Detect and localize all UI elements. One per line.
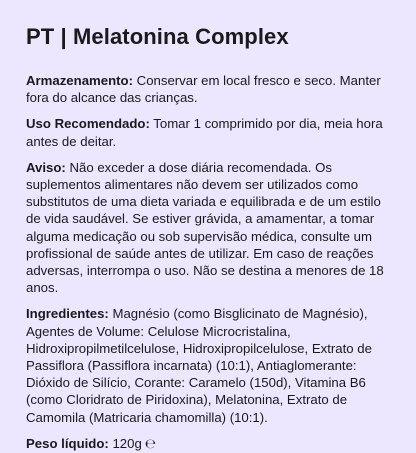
usage-section <box>26 115 392 149</box>
warning-label: Aviso: <box>26 159 66 175</box>
net-weight-value: 120g <box>108 435 142 451</box>
storage-label: Armazenamento: <box>26 73 133 88</box>
storage-section <box>26 72 392 106</box>
warning-section <box>26 159 392 297</box>
net-weight-section <box>26 435 392 453</box>
ingredients-label: Ingredientes: <box>26 306 109 322</box>
warning-text: Não exceder a dose diária recomendada. Os suplementos alimentares não devem ser utilizados como substitutos de uma dieta variada e equilibrada e de um estilo de vida saudável. Se estiver grávida, a amamentar, a tomar alguma medicação ou sob supervisão médica, consulte um profissional de saúde antes de utilizar. Em caso de reações adversas, interrompa o uso. Não se destina a menores de 18 anos. <box>26 159 384 296</box>
storage-text: Conservar em local fresco e seco. Manter fora do alcance das crianças. <box>26 73 381 106</box>
ingredients-section <box>26 305 392 425</box>
page-title: PT | Melatonina Complex <box>26 24 289 49</box>
ingredients-text: Magnésio (como Bisglicinato de Magnésio), Agentes de Volume: Celulose Microcristalina, Hidroxipropilmetilcelulose, Hidroxipropilcelulose, Extrato de Passiflora (Passiflora incarnata) (10:1), Antiaglomerante: Dióxido de Silício, Corante: Caramelo (150d), Vitamina B6 (como Cloridrato de Piridoxina), Melatonina, Extrato de Camomila (Matricaria chamomilla) (10:1). <box>26 306 372 425</box>
usage-label: Uso Recomendado: <box>26 116 150 132</box>
usage-text: Tomar 1 comprimido por dia, meia hora antes de deitar. <box>26 116 383 149</box>
estimated-sign-icon: ℮ <box>144 436 156 452</box>
net-weight-label: Peso líquido: <box>26 435 109 451</box>
